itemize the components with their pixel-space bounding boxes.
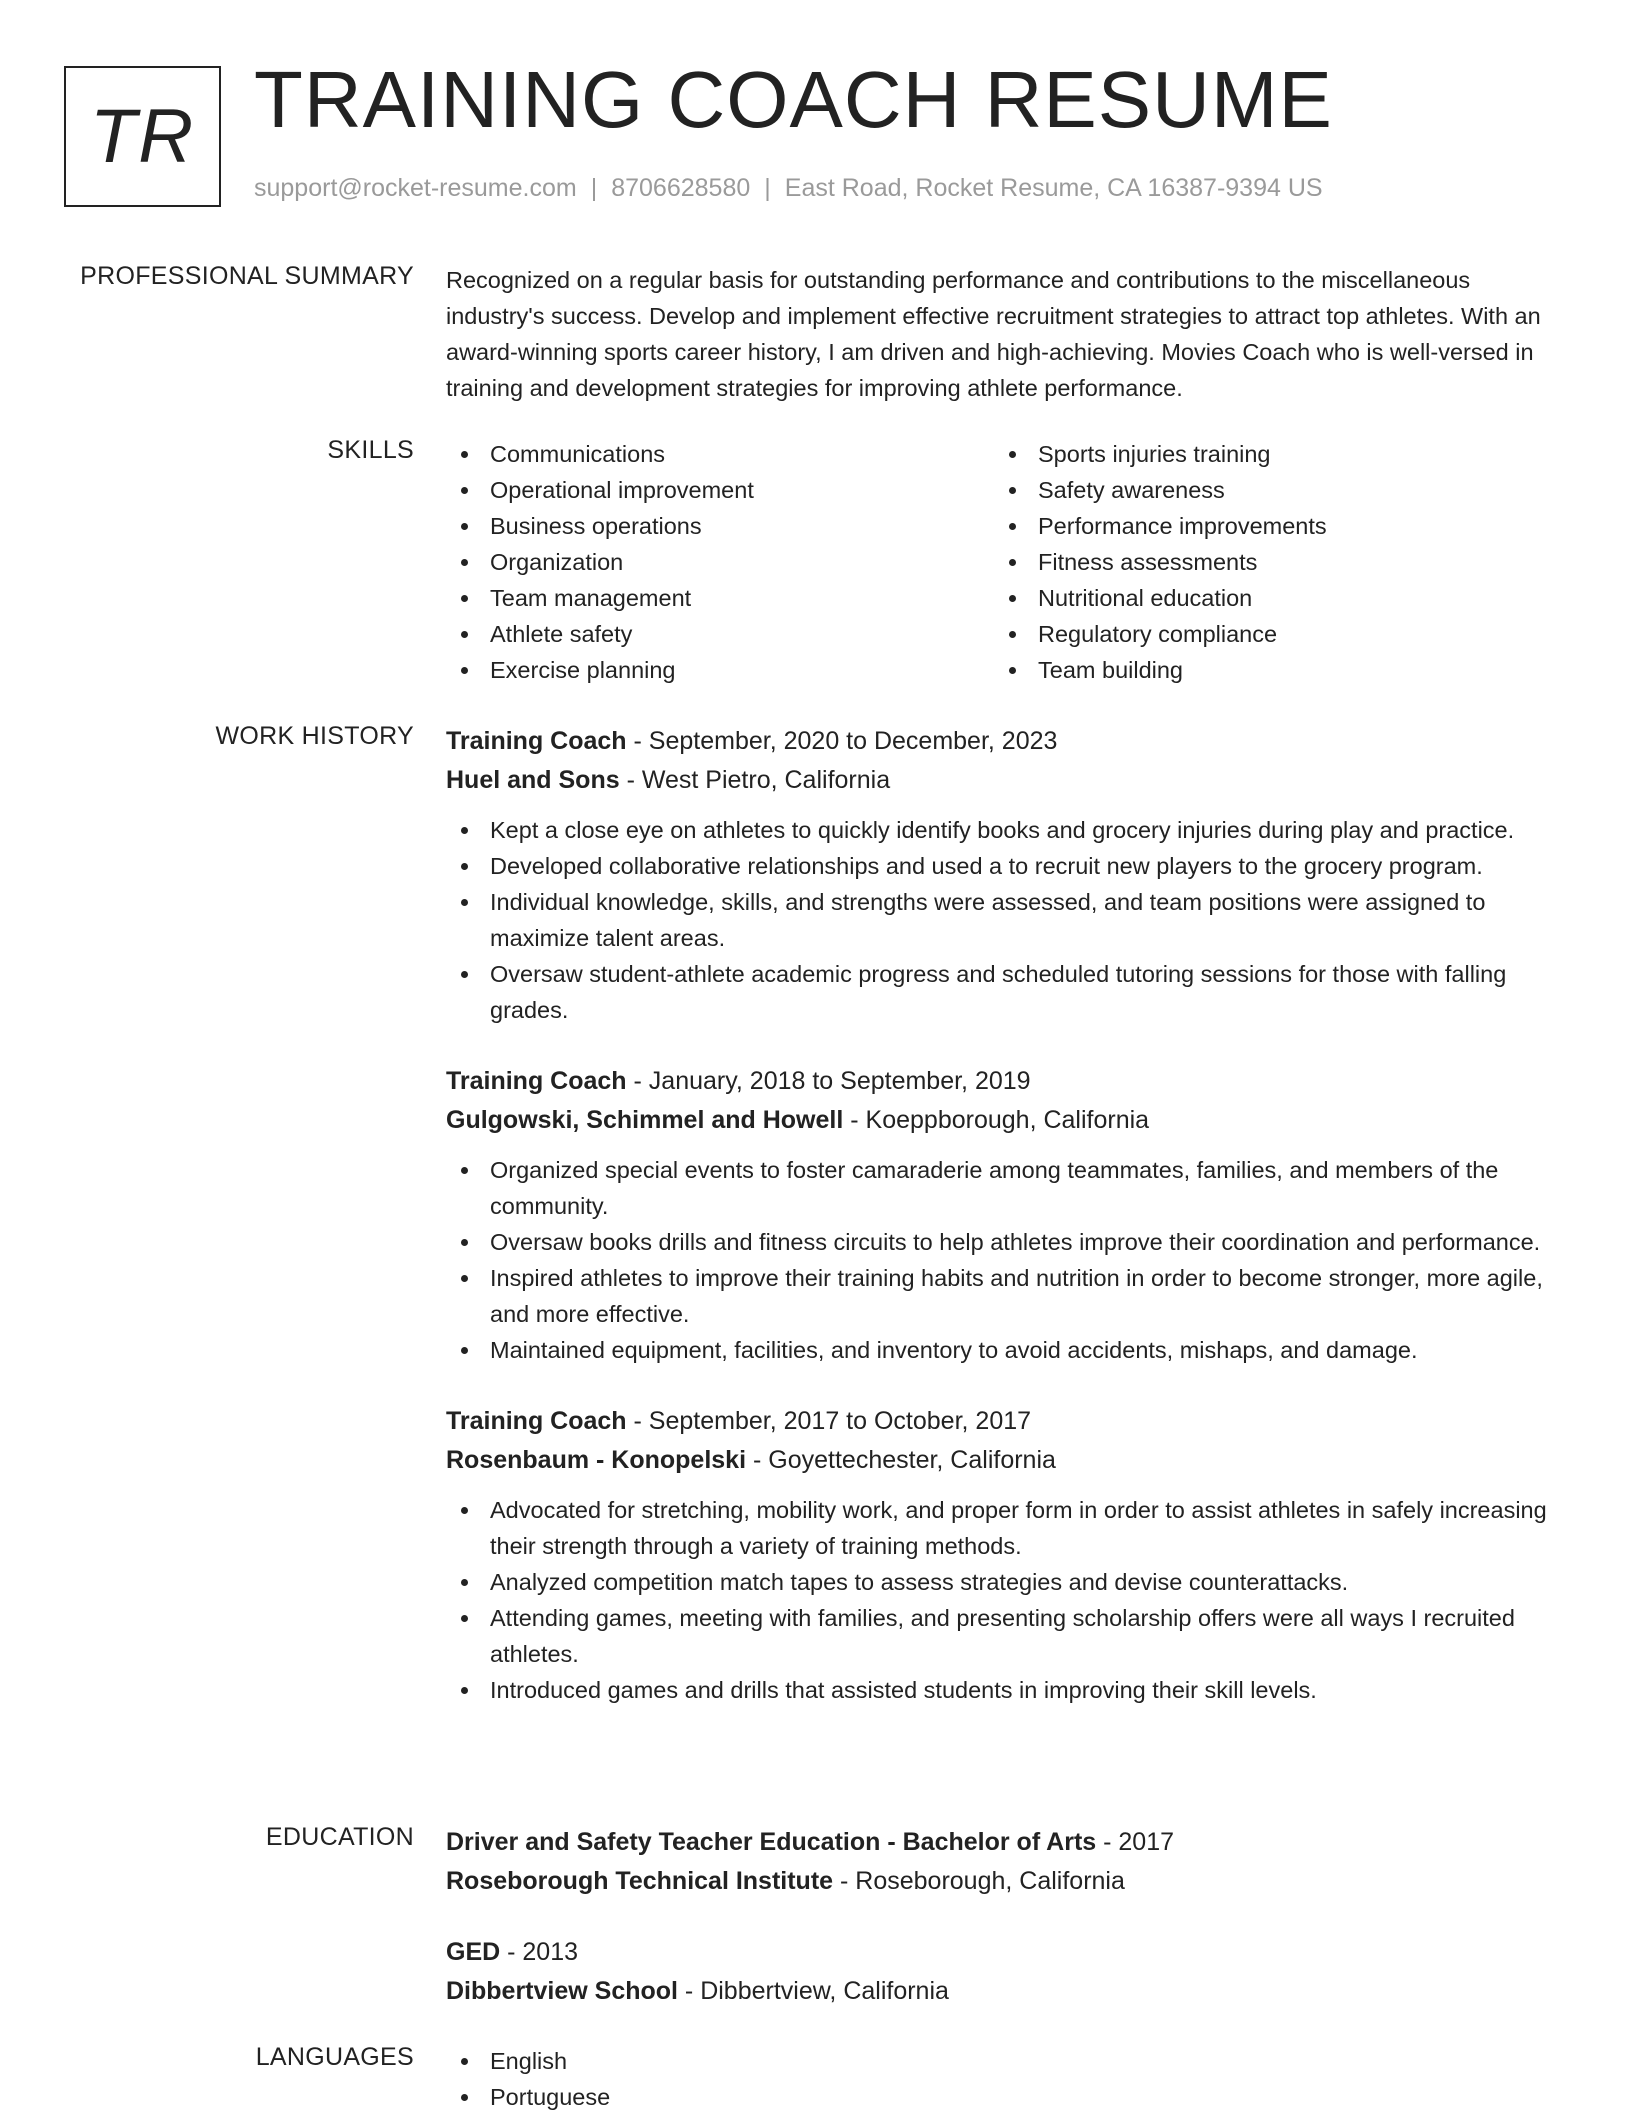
job-location: - Goyettechester, California bbox=[746, 1446, 1056, 1474]
skill-item: Business operations bbox=[446, 508, 994, 544]
education-degree-line bbox=[446, 1823, 1566, 1862]
education-school: Dibbertview School bbox=[446, 1977, 678, 2005]
skill-item: Communications bbox=[446, 436, 994, 472]
education-heading: EDUCATION bbox=[265, 1823, 414, 1851]
skill-item: Regulatory compliance bbox=[994, 616, 1542, 652]
education-degree: GED bbox=[446, 1938, 501, 1966]
job-title-line bbox=[446, 1062, 1566, 1101]
job-company-line bbox=[446, 761, 1566, 800]
contact-phone: 8706628580 bbox=[611, 174, 751, 202]
job-company-line bbox=[446, 1441, 1566, 1480]
skill-item: Team management bbox=[446, 580, 994, 616]
skill-item: Performance improvements bbox=[994, 508, 1542, 544]
job-bullet: Kept a close eye on athletes to quickly identify books and grocery injuries during play and practice. bbox=[446, 812, 1566, 848]
skill-item: Athlete safety bbox=[446, 616, 994, 652]
job-bullet: Inspired athletes to improve their training habits and nutrition in order to become stronger, more agile, and more effective. bbox=[446, 1260, 1566, 1332]
contact-separator: | bbox=[590, 174, 598, 202]
monogram-box bbox=[64, 66, 221, 207]
skill-item: Exercise planning bbox=[446, 652, 994, 688]
skill-item: Sports injuries training bbox=[994, 436, 1542, 472]
education-location: - Roseborough, California bbox=[833, 1867, 1125, 1895]
skill-item: Fitness assessments bbox=[994, 544, 1542, 580]
job-company: Huel and Sons bbox=[446, 766, 620, 794]
languages-heading: LANGUAGES bbox=[255, 2043, 414, 2071]
job-bullet: Advocated for stretching, mobility work, and proper form in order to assist athletes in safely increasing their strength through a variety of training methods. bbox=[446, 1492, 1566, 1564]
job-bullets bbox=[446, 1152, 1566, 1368]
job-title-line bbox=[446, 1402, 1566, 1441]
job-bullets bbox=[446, 812, 1566, 1028]
job-location: - Koeppborough, California bbox=[843, 1106, 1150, 1134]
education-entry bbox=[446, 1933, 1566, 2011]
job-bullet: Organized special events to foster camaraderie among teammates, families, and members of the community. bbox=[446, 1152, 1566, 1224]
education-school: Roseborough Technical Institute bbox=[446, 1867, 834, 1895]
education-degree-line bbox=[446, 1933, 1566, 1972]
contact-address: East Road, Rocket Resume, CA 16387-9394 US bbox=[784, 174, 1323, 202]
skill-item: Team building bbox=[994, 652, 1542, 688]
job-bullets bbox=[446, 1492, 1566, 1708]
skill-item: Nutritional education bbox=[994, 580, 1542, 616]
work-heading: WORK HISTORY bbox=[215, 722, 414, 750]
contact-separator: | bbox=[764, 174, 771, 202]
job-dates: - September, 2020 to December, 2023 bbox=[626, 727, 1058, 755]
skill-item: Safety awareness bbox=[994, 472, 1542, 508]
job-entry bbox=[446, 1062, 1566, 1368]
job-bullet: Maintained equipment, facilities, and inventory to avoid accidents, mishaps, and damage. bbox=[446, 1332, 1566, 1368]
job-company-line bbox=[446, 1101, 1566, 1140]
education-year: - 2017 bbox=[1096, 1828, 1175, 1856]
job-dates: - January, 2018 to September, 2019 bbox=[626, 1067, 1031, 1095]
skills-heading: SKILLS bbox=[327, 436, 414, 464]
job-company: Rosenbaum - Konopelski bbox=[446, 1446, 747, 1474]
education-year: - 2013 bbox=[500, 1938, 579, 1966]
summary-text: Recognized on a regular basis for outstanding performance and contributions to the miscellaneous industry's success. Develop and implement effective recruitment strategies to attract top athletes. With an award-winning sports career history, I am driven and high-achieving. Movies Coach who is well-versed in training and development strategies for improving athlete performance. bbox=[446, 267, 1541, 401]
language-item: Portuguese bbox=[446, 2079, 1566, 2115]
job-location: - West Pietro, California bbox=[619, 766, 891, 794]
monogram-initials: TR bbox=[89, 94, 196, 179]
job-title-line bbox=[446, 722, 1566, 761]
job-bullet: Developed collaborative relationships and used a to recruit new players to the grocery program. bbox=[446, 848, 1566, 884]
job-title: Training Coach bbox=[446, 727, 627, 755]
education-location: - Dibbertview, California bbox=[677, 1977, 949, 2005]
education-entry bbox=[446, 1823, 1566, 1901]
skills-list-left bbox=[446, 436, 994, 688]
job-title: Training Coach bbox=[446, 1407, 627, 1435]
job-dates: - September, 2017 to October, 2017 bbox=[626, 1407, 1032, 1435]
job-bullet: Analyzed competition match tapes to assess strategies and devise counterattacks. bbox=[446, 1564, 1566, 1600]
job-title: Training Coach bbox=[446, 1067, 627, 1095]
job-entry bbox=[446, 722, 1566, 1028]
job-bullet: Introduced games and drills that assisted students in improving their skill levels. bbox=[446, 1672, 1566, 1708]
job-bullet: Individual knowledge, skills, and strengths were assessed, and team positions were assigned to maximize talent areas. bbox=[446, 884, 1566, 956]
job-bullet: Oversaw student-athlete academic progress and scheduled tutoring sessions for those with falling grades. bbox=[446, 956, 1566, 1028]
education-degree: Driver and Safety Teacher Education - Bachelor of Arts bbox=[446, 1828, 1097, 1856]
summary-heading: PROFESSIONAL SUMMARY bbox=[80, 262, 414, 290]
resume-title: TRAINING COACH RESUME bbox=[254, 55, 1333, 144]
education-school-line bbox=[446, 1972, 1566, 2011]
skill-item: Operational improvement bbox=[446, 472, 994, 508]
skill-item: Organization bbox=[446, 544, 994, 580]
job-entry bbox=[446, 1402, 1566, 1708]
language-item: English bbox=[446, 2043, 1566, 2079]
skills-list-right bbox=[994, 436, 1542, 688]
languages-list bbox=[446, 2043, 1566, 2115]
education-school-line bbox=[446, 1862, 1566, 1901]
job-bullet: Oversaw books drills and fitness circuits to help athletes improve their coordination and performance. bbox=[446, 1224, 1566, 1260]
contact-email: support@rocket-resume.com bbox=[254, 174, 577, 202]
job-company: Gulgowski, Schimmel and Howell bbox=[446, 1106, 844, 1134]
job-bullet: Attending games, meeting with families, and presenting scholarship offers were all ways I recruited athletes. bbox=[446, 1600, 1566, 1672]
contact-line bbox=[254, 174, 1323, 203]
